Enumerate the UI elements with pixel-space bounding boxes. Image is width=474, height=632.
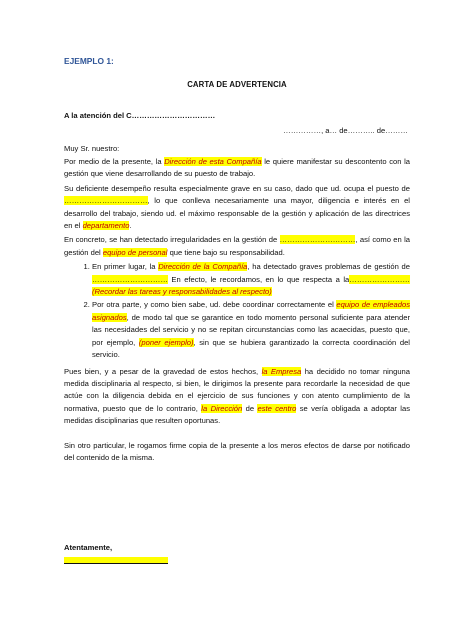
placeholder-highlight: Dirección de esta Compañía [164,157,262,166]
placeholder-highlight: (Recordar las tareas y responsabilidades al respecto) [92,287,272,297]
placeholder-highlight: (poner ejemplo) [138,337,194,347]
text: , ha detectado graves problemas de gestión de [247,262,411,272]
letter-title: CARTA DE ADVERTENCIA [187,80,287,89]
text: de [242,403,258,413]
list-item [92,299,410,361]
text: , así como en la gestión del [64,235,410,257]
text: se vería obligada a adoptar las medidas disciplinarias que resulten oportunas. [64,403,410,426]
letter-body [64,156,410,466]
addressee-line: A la atención del C…………………………… [64,111,216,120]
greeting: Muy Sr. nuestro: [64,144,120,153]
placeholder-highlight: equipo de empleados asignados [92,300,410,322]
paragraph-2 [64,183,410,233]
placeholder-highlight: la Empresa [261,366,302,376]
paragraph-1 [64,156,410,181]
text: En primer lugar, la [92,262,159,272]
text: En efecto, le recordamos, en lo que respecta a la [167,274,350,284]
text: , de modo tal que se garantice en todo momento personal suficiente para atender las necesidades del servicio y no se repitan circunstancias como las acaecidas, puesto que, por ejemplo, [92,312,410,347]
placeholder-highlight: este centro [257,403,297,413]
text: En concreto, se han detectado irregularidades en la gestión de [64,235,280,245]
closing-text: Atentamente, [64,543,113,552]
placeholder-highlight: …………………… [349,274,410,284]
placeholder-highlight: departamento [82,221,130,231]
placeholder-highlight: Dirección de la Compañía [158,262,248,272]
text: Por otra parte, y como bien sabe, ud. debe coordinar correctamente el [92,300,337,310]
placeholder-highlight: …………………………… [64,196,148,206]
placeholder-highlight: ………………………… [92,274,168,284]
spacer [64,430,410,440]
placeholder-highlight: ………………………… [279,235,356,245]
text: , sin que se hubiera garantizado la correcta coordinación del servicio. [92,337,410,360]
text: ha decidido no tomar ninguna medida disciplinaria al respecto, si bien, le dirigimos la presente para recordarle la necesidad de que actúe con la diligencia debida en el ejercicio de sus funciones y con atento cumplimiento de la normativa, puesto que de lo contrario, [64,366,410,413]
signature-line [64,563,168,564]
text: que tiene bajo su responsabilidad. [167,247,285,257]
text: le quiere manifestar su descontento con la gestión que viene desarrollando de su puesto de trabajo. [64,157,410,179]
text: Pues bien, y a pesar de la gravedad de estos hechos, [64,366,262,376]
paragraph-4 [64,366,410,428]
text: . [129,221,132,231]
paragraph-3 [64,234,410,259]
paragraph-5: Sin otro particular, le rogamos firme copia de la presente a los meros efectos de darse por notificado del contenido de la misma. [64,440,410,462]
text: Por medio de la presente, la [64,157,165,166]
numbered-list [64,261,410,361]
text: , lo que conlleva necesariamente una mayor, diligencia e interés en el desarrollo del trabajo, siendo ud. el máximo responsable de la gestión y aplicación de las directrices en el [64,196,410,231]
text: Su deficiente desempeño resulta especialmente grave en su caso, dado que ud. ocupa el puesto de [64,183,410,193]
example-label: EJEMPLO 1: [64,56,114,66]
list-item [92,261,410,298]
date-line: ……………, a… de……….. de……… [283,126,408,135]
placeholder-highlight: equipo de personal [102,247,168,257]
placeholder-highlight: la Dirección [201,403,243,413]
